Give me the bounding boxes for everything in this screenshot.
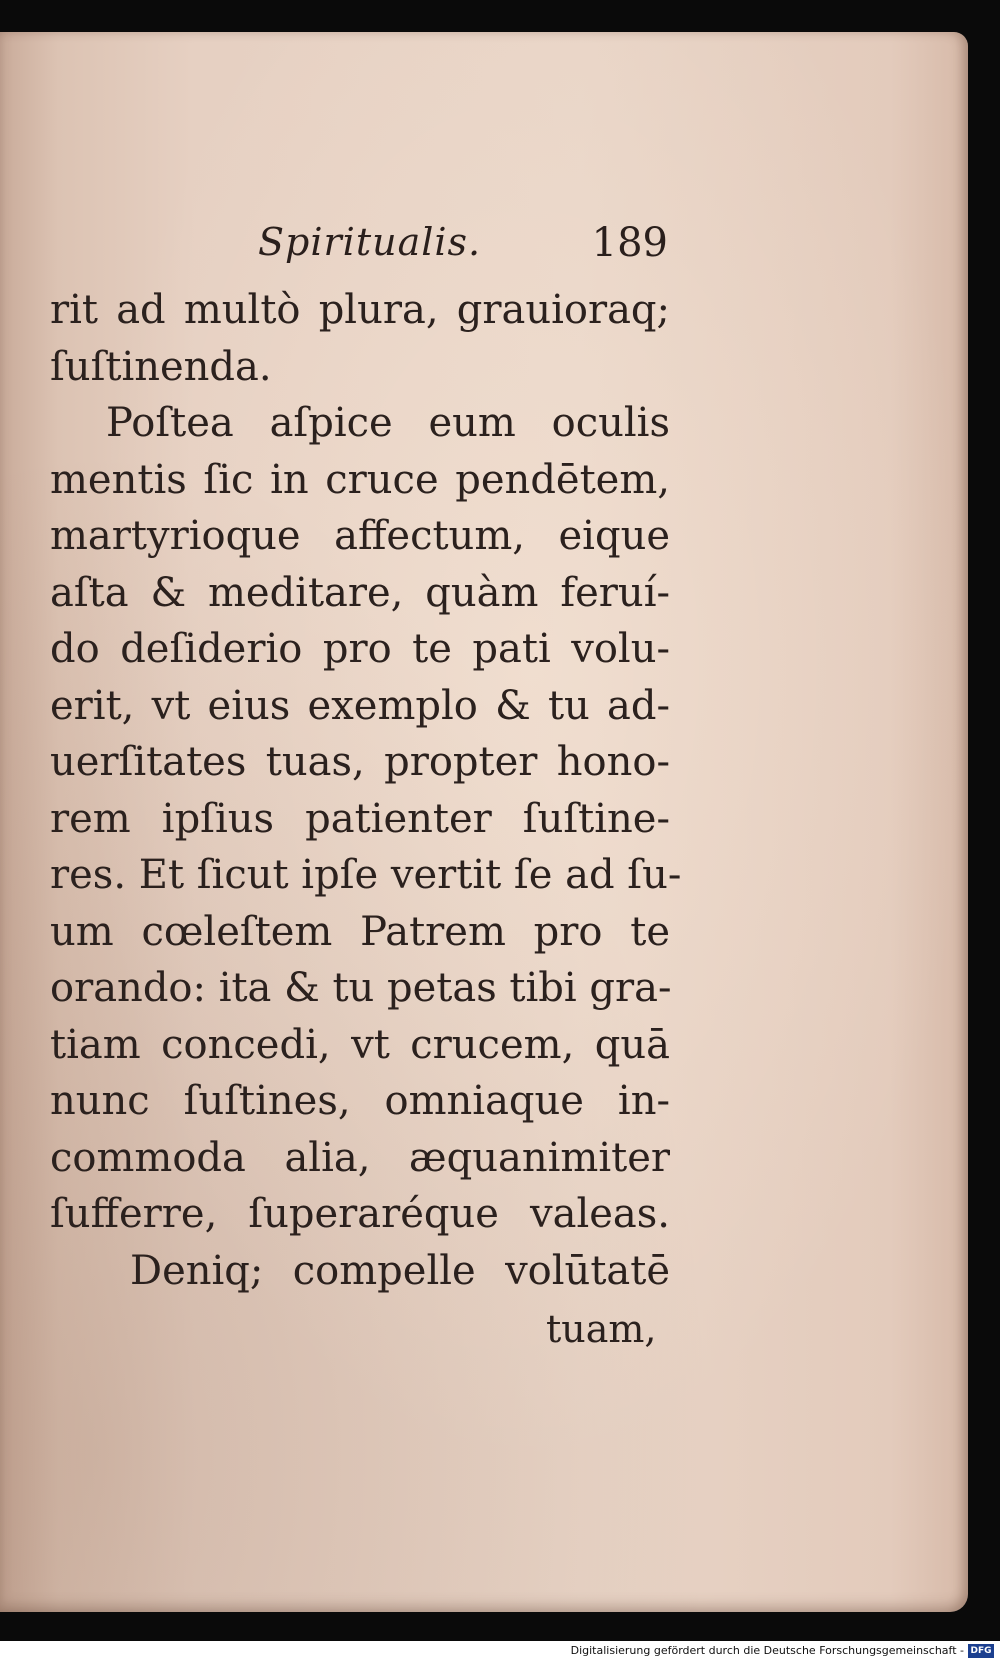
text-line: res. Et ſicut ipſe vertit ſe ad ſu- <box>50 852 682 898</box>
text-line: Poſtea aſpice eum oculis <box>106 400 670 446</box>
funding-credit: Digitalisierung gefördert durch die Deutsche Forschungsgemeinschaft - <box>570 1644 964 1657</box>
page-number: 189 <box>591 220 668 266</box>
text-line: martyrioque affectum, eique <box>50 513 670 559</box>
text-line: rit ad multò plura, grauioraq; <box>50 287 670 333</box>
page-header <box>258 220 668 270</box>
catchword: tuam, <box>546 1307 657 1351</box>
text-line: rem ipſius patienter ſuſtine- <box>50 795 670 842</box>
text-line: aſta & meditare, quàm feruí- <box>50 569 670 616</box>
text-line: Deniq; compelle volūtatē <box>130 1247 670 1294</box>
book-page <box>0 32 968 1612</box>
text-line: erit, vt eius exemplo & tu ad- <box>50 682 670 729</box>
text-line: nunc ſuſtines, omniaque in- <box>50 1078 670 1124</box>
text-line: um cœleſtem Patrem pro te <box>50 908 670 955</box>
text-line: commoda alia, æquanimiter <box>50 1134 670 1181</box>
digitization-footer <box>0 1641 1000 1661</box>
text-line: tiam concedi, vt crucem, quā <box>50 1021 670 1068</box>
text-line: orando: ita & tu petas tibi gra- <box>50 965 672 1011</box>
text-line: ſuſtinenda. <box>50 343 272 390</box>
text-line: uerſitates tuas, propter hono- <box>50 739 670 785</box>
body-text <box>50 282 682 1299</box>
text-line: do deſiderio pro te pati volu- <box>50 626 670 672</box>
text-line: mentis ſic in cruce pendētem, <box>50 456 670 503</box>
running-title: Spiritualis. <box>258 220 482 264</box>
text-line: ſufferre, ſuperaréque valeas. <box>50 1191 670 1237</box>
dfg-logo-icon: DFG <box>968 1644 994 1658</box>
